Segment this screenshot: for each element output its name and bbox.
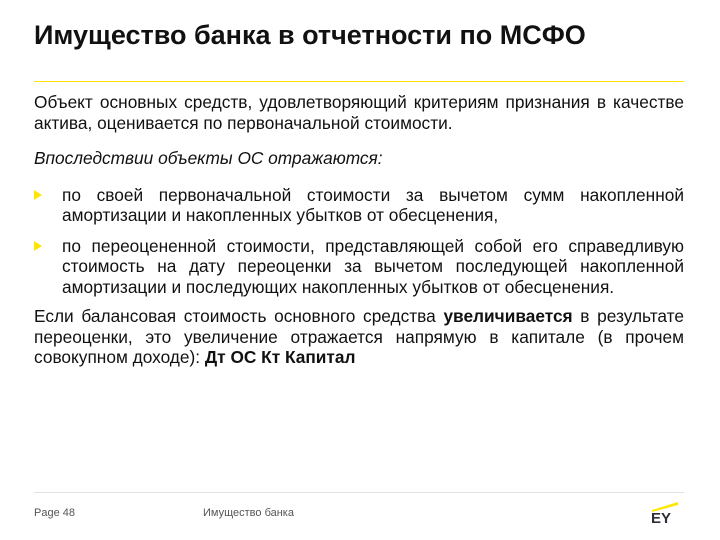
bullet-arrow-icon [34,190,42,200]
journal-entry: Дт ОС Кт Капитал [204,347,356,367]
revaluation-lead: Если балансовая стоимость основного средства [34,306,444,326]
slide-title: Имущество банка в отчетности по МСФО [34,20,586,50]
subsequent-heading: Впоследствии объекты ОС отражаются: [34,148,383,168]
page-number: Page 48 [34,507,75,519]
ey-logo-text: EY [651,510,672,524]
ey-logo [650,500,684,524]
revaluation-middle: в результате переоценки, это увеличение отражается напрямую в капитале (в прочем совокупном доходе): [34,306,684,367]
bullet-item [34,185,684,226]
title-divider [34,81,684,82]
revaluation-emphasis: увеличивается [443,306,573,326]
bullet-list [34,185,684,298]
intro-paragraph: Объект основных средств, удовлетворяющий критериям признания в качестве актива, оценивается по первоначальной стоимости. [34,92,684,133]
bullet-item [34,236,684,298]
bullet-arrow-icon [34,241,42,251]
bullet-text: по своей первоначальной стоимости за вычетом сумм накопленной амортизации и накопленных убытков от обесценения, [62,184,684,225]
revaluation-paragraph [34,306,684,368]
slide-body [34,92,684,368]
footer-label: Имущество банка [203,507,294,519]
bullet-text: по переоцененной стоимости, представляющей собой его справедливую стоимость на дату переоценки за вычетом последующей накопленной амортизации и последующих накопленных убытков от обесценения. [62,235,684,297]
footer-divider [34,492,684,493]
